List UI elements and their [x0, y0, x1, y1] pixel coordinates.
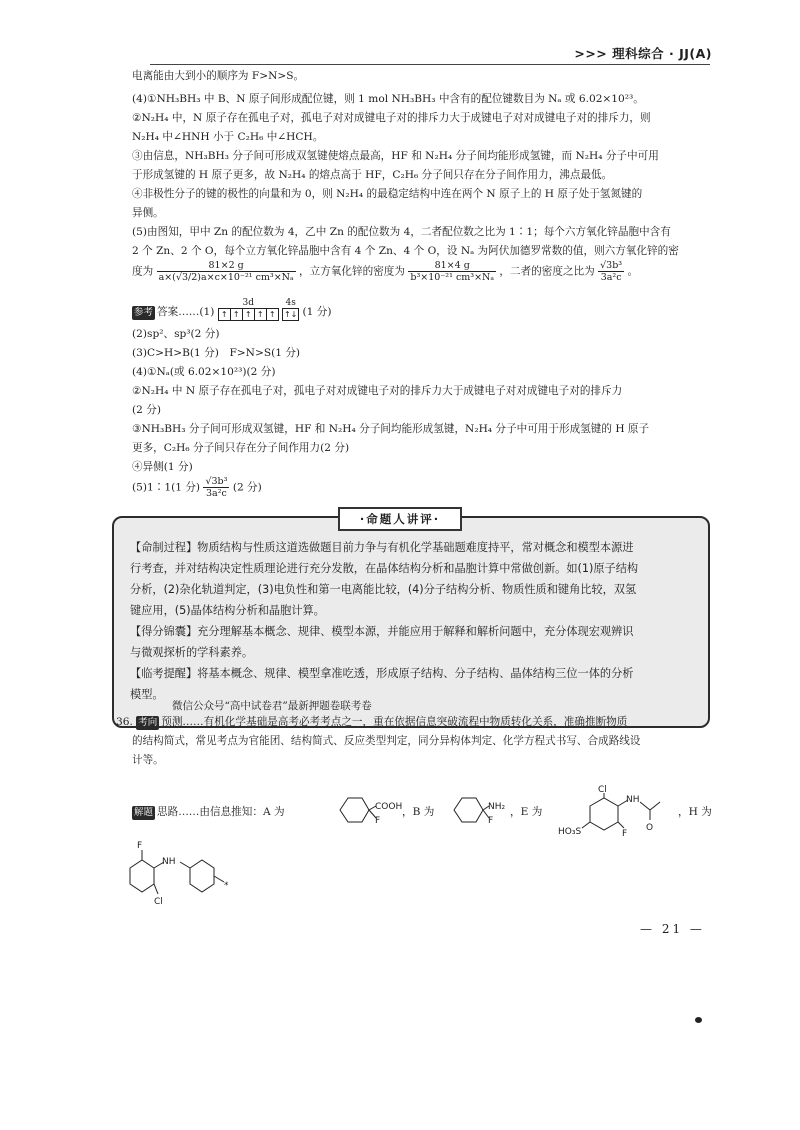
text-line: N₂H₄ 中∠HNH 小于 C₂H₆ 中∠HCH。: [132, 131, 324, 143]
orbital-cell: ↑: [219, 309, 231, 320]
mol-e-nh: NH: [626, 795, 640, 805]
answer-line: ④异侧(1 分): [132, 461, 193, 473]
fraction-numerator: √3b³: [600, 260, 623, 271]
answer-line-1: [132, 298, 332, 323]
page-number: — 21 —: [640, 922, 705, 936]
mol-b-f: F: [488, 816, 494, 826]
mol-a-cooh: COOH: [375, 802, 403, 812]
mol-e-o: O: [646, 823, 654, 833]
commentary-line: 行考查，并对结构决定性质理论进行充分发散，在晶体结构分析和晶胞计算中常做创新。如(1)原子结构: [130, 562, 639, 575]
answer-line: (3)C>H>B(1 分) F>N>S(1 分): [132, 347, 301, 359]
answer-score: (1 分): [302, 306, 332, 318]
answer-part: (5)1∶1(1 分): [132, 481, 201, 494]
solution-line: [132, 805, 285, 820]
text-line: 于形成氢键的 H 原子更多，故 N₂H₄ 的熔点高于 HF，C₂H₆ 分子间只存在分子间作用力，沸点最低。: [132, 169, 613, 181]
density-text-b: ，立方氧化锌的密度为: [299, 265, 405, 278]
orbital-diagram-4s: [282, 299, 299, 321]
mol-h-cl: Cl: [154, 897, 163, 907]
text-line: 电离能由大到小的顺序为 F>N>S。: [132, 70, 305, 82]
commentary-line: 【得分锦囊】充分理解基本概念、规律、模型本源，并能应用于解释和解析问题中，充分体现宏观辨识: [130, 625, 634, 638]
solution-text-c: ，E 为: [510, 806, 543, 818]
orbital-cell: ↑↓: [283, 310, 298, 319]
solution-text-b: ，B 为: [402, 806, 435, 818]
molecule-a-structure: [334, 788, 404, 836]
text-line: ②N₂H₄ 中，N 原子存在孤电子对，孤电子对对成键电子对的排斥力大于成键电子对对成键电子对的排斥力，则: [132, 112, 651, 124]
answer-line-5: [132, 476, 262, 499]
fraction-denominator: 3a²c: [600, 272, 622, 283]
answer-line: (2 分): [132, 404, 161, 416]
fraction-numerator: 81×4 g: [408, 260, 496, 272]
density-text-end: 。: [627, 265, 639, 278]
text-line: 2 个 Zn、2 个 O，每个立方氧化锌晶胞中含有 4 个 Zn、4 个 O，设 Nₐ 为阿伏加德罗常数的值，则六方氧化锌的密: [132, 245, 679, 257]
mol-e-so3h: HO₃S: [558, 827, 582, 837]
answer-line: ③NH₃BH₃ 分子间可形成双氢键，HF 和 N₂H₄ 分子间均能形成氢键，N₂H₄ 分子中可用于形成氢键的 H 原子: [132, 423, 650, 435]
orbital-cell: ↑: [268, 310, 276, 319]
answer-line: (2)sp²、sp³(2 分): [132, 328, 220, 340]
answer-tag: 参考: [134, 307, 154, 318]
question-number: 36.: [116, 716, 133, 728]
answer-line: (4)①Nₐ(或 6.02×10²³)(2 分): [132, 366, 276, 378]
question-36-line-1: [116, 715, 627, 730]
fraction-numerator: 81×2 g: [157, 260, 296, 272]
mol-e-cl: Cl: [598, 785, 607, 795]
molecule-h-structure: [120, 838, 250, 910]
density-ratio-fraction: [598, 260, 624, 283]
cubic-density-fraction: [408, 260, 496, 283]
answer-ratio-fraction: [203, 476, 229, 499]
density-text-a: 度为: [132, 265, 154, 278]
commentary-line: 【临考提醒】将基本概念、规律、模型拿准吃透，形成原子结构、分子结构、晶体结构三位一体的分析: [130, 667, 634, 680]
forecast-tag: 考向: [138, 717, 158, 728]
text-line: (4)①NH₃BH₃ 中 B、N 原子间形成配位键，则 1 mol NH₃BH₃ 中含有的配位键数目为 Nₐ 或 6.02×10²³。: [132, 93, 644, 105]
ink-dot: [695, 1017, 702, 1023]
commentary-line: 键应用，(5)晶体结构分析和晶胞计算。: [130, 604, 325, 617]
watermark-text: 微信公众号“高中试卷君”最新押题卷联考卷: [172, 700, 372, 712]
commentary-line: 分析，(2)杂化轨道判定，(3)电负性和第一电离能比较，(4)分子结构分析、物质性质和键角比较，双氢: [130, 583, 637, 596]
question-36-line-2: 的结构简式，常见考点为官能团、结构简式、反应类型判定，同分异构体判定、化学方程式书写、合成路线设: [132, 735, 641, 747]
solution-tag: 解题: [134, 807, 154, 818]
question-36-line-3: 计等。: [132, 754, 164, 766]
orbital-3d-label: 3d: [242, 298, 255, 308]
fraction-denominator: 3a²c: [206, 488, 227, 499]
molecule-e-structure: [554, 785, 680, 842]
orbital-4s-label: 4s: [285, 298, 296, 308]
commentary-line: 【命制过程】物质结构与性质这道选做题目前力争与有机化学基础题难度持平，常对概念和模型本源进: [130, 541, 634, 554]
commentary-title: ·命题人讲评·: [338, 507, 462, 531]
molecule-b-structure: [448, 788, 508, 836]
fraction-denominator: b³×10⁻²¹ cm³×Nₐ: [410, 272, 495, 283]
fraction-numerator: √3b³: [205, 476, 228, 487]
text-line: 异侧。: [132, 207, 164, 219]
solution-text-d: ，H 为: [678, 806, 712, 818]
answer-line: 更多，C₂H₆ 分子间只存在分子间作用力(2 分): [132, 442, 350, 454]
mol-h-f: F: [137, 841, 143, 851]
density-text-c: ，二者的密度之比为: [499, 265, 595, 278]
hexagonal-density-fraction: [157, 260, 296, 283]
mol-b-nh2: NH₂: [488, 802, 506, 812]
solution-text: 思路……由信息推知：A 为: [157, 806, 285, 818]
orbital-cell: ↑: [255, 309, 267, 320]
orbital-cell: ↑: [231, 309, 243, 320]
mol-h-end: *: [224, 881, 229, 891]
mol-h-nh: NH: [162, 857, 176, 867]
text-line: ④非极性分子的键的极性的向量和为 0，则 N₂H₄ 的最稳定结构中连在两个 N 原子上的 H 原子处于氢氮键的: [132, 188, 643, 200]
mol-e-f: F: [622, 829, 628, 839]
answer-line: ②N₂H₄ 中 N 原子存在孤电子对，孤电子对对成键电子对的排斥力大于成键电子对对成键电子对的排斥力: [132, 385, 623, 397]
page-header-title: >>> 理科综合 · JJ(A): [574, 46, 712, 61]
commentary-line: 与微观探析的学科素养。: [130, 646, 254, 659]
answer-score: (2 分): [232, 481, 262, 494]
answer-label: 答案……(1): [157, 306, 215, 318]
text-line: ③由信息，NH₃BH₃ 分子间可形成双氢键使熔点最高，HF 和 N₂H₄ 分子间均能形成氢键，而 N₂H₄ 分子中可用: [132, 150, 659, 162]
header-divider: [150, 64, 710, 65]
text-line: (5)由图知，甲中 Zn 的配位数为 4，乙中 Zn 的配位数为 4，二者配位数之比为 1∶1；每个六方氧化锌晶胞中含有: [132, 226, 671, 238]
commentary-line: 模型。: [130, 688, 164, 701]
orbital-diagram-3d: [218, 299, 279, 321]
mol-a-f: F: [375, 816, 381, 826]
fraction-denominator: a×(√3/2)a×c×10⁻²¹ cm³×Nₐ: [158, 272, 294, 283]
density-formula-line: [132, 260, 638, 283]
orbital-cell: ↑: [243, 309, 255, 320]
question-text: 预测……有机化学基础是高考必考考点之一，重在依据信息突破流程中物质转化关系，准确推断物质: [161, 716, 628, 728]
